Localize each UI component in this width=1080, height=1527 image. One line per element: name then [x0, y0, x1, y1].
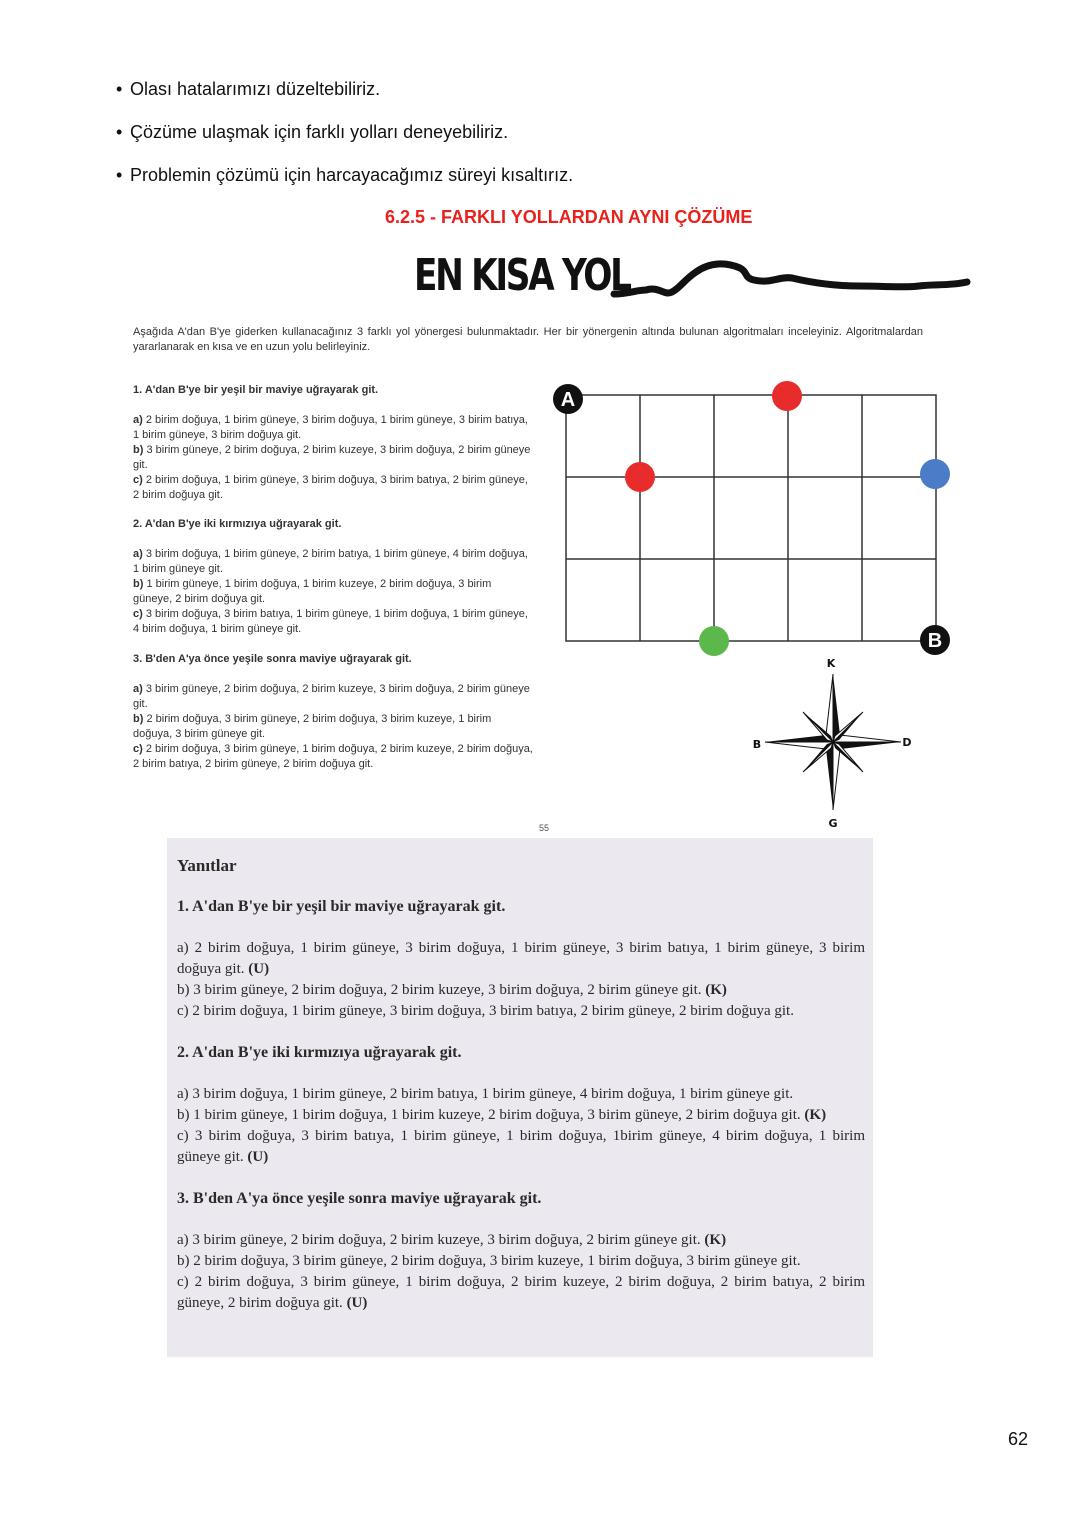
answer-option: c) 3 birim doğuya, 3 birim batıya, 1 birim güneye, 1 birim doğuya, 1birim güneye, 4 birim doğuya, 1 birim güneye git. (U)	[177, 1128, 865, 1165]
answer-option: a) 3 birim güneye, 2 birim doğuya, 2 birim kuzeye, 3 birim doğuya, 2 birim güneye git. (K)	[177, 1232, 727, 1248]
question-option: b) 1 birim güneye, 1 birim doğuya, 1 birim kuzeye, 2 birim doğuya, 3 birim güneye, 2 birim doğuya git.	[133, 578, 492, 605]
answer-option: c) 2 birim doğuya, 3 birim güneye, 1 birim doğuya, 2 birim kuzeye, 2 birim doğuya, 2 birim batıya, 2 birim güneye, 2 birim doğuya git. (U)	[177, 1274, 865, 1311]
question-option: c) 2 birim doğuya, 3 birim güneye, 1 birim doğuya, 2 birim kuzeye, 2 birim doğuya, 2 birim batıya, 2 birim güneye, 2 birim doğuya git.	[133, 743, 533, 770]
section-title: 6.2.5 - FARKLI YOLLARDAN AYNI ÇÖZÜME	[385, 207, 753, 227]
compass-icon	[750, 655, 915, 830]
compass-west-label: B	[752, 738, 762, 751]
bullet-item	[116, 76, 573, 119]
answers-title: Yanıtlar	[177, 856, 237, 875]
answer-mark: (K)	[804, 1107, 827, 1123]
answer-group	[177, 938, 865, 1022]
bullet-list	[116, 76, 573, 205]
route-grid	[548, 380, 958, 660]
question-option: c) 2 birim doğuya, 1 birim güneye, 3 birim doğuya, 3 birim batıya, 2 birim güneye, 2 birim doğuya git.	[133, 474, 528, 501]
inner-page-number: 55	[539, 823, 550, 833]
answer-group-title: 1. A'dan B'ye bir yeşil bir maviye uğrayarak git.	[177, 898, 506, 915]
intro-text: Aşağıda A'dan B'ye giderken kullanacağınız 3 farklı yol yönergesi bulunmaktadır. Her bir yönergenin altında bulunan algoritmaları inceleyiniz. Algoritmalardan yararlanarak en kısa ve en uzun yolu belirleyiniz.	[133, 326, 923, 353]
answer-mark: (K)	[704, 1232, 727, 1248]
road-squiggle-graphic	[414, 250, 974, 310]
bullet-item	[116, 119, 573, 162]
bullet-item	[116, 162, 573, 205]
end-label: B	[927, 630, 943, 652]
red-dot	[772, 381, 802, 411]
compass-east-label: D	[902, 736, 912, 749]
bullet-text: Problemin çözümü için harcayacağımız süreyi kısaltırız.	[130, 165, 574, 185]
answer-option: b) 3 birim güneye, 2 birim doğuya, 2 birim kuzeye, 3 birim doğuya, 2 birim güneye git. (K)	[177, 982, 727, 998]
page-number: 62	[1008, 1429, 1029, 1449]
answers-box	[167, 838, 873, 1357]
banner	[414, 250, 974, 310]
answer-option: c) 2 birim doğuya, 1 birim güneye, 3 birim doğuya, 3 birim batıya, 2 birim güneye, 2 birim doğuya git.	[177, 1003, 794, 1019]
answer-group-title: 2. A'dan B'ye iki kırmızıya uğrayarak git.	[177, 1044, 462, 1061]
question-option: a) 2 birim doğuya, 1 birim güneye, 3 birim doğuya, 1 birim güneye, 3 birim batıya, 1 birim güneye, 3 birim doğuya git.	[133, 414, 528, 441]
banner-title: EN KISA YOL	[414, 250, 630, 301]
answer-group	[177, 1230, 865, 1314]
answer-group-title: 3. B'den A'ya önce yeşile sonra maviye uğrayarak git.	[177, 1190, 542, 1207]
question-option: a) 3 birim doğuya, 1 birim güneye, 2 birim batıya, 1 birim güneye, 4 birim doğuya, 1 birim güneye git.	[133, 548, 528, 575]
question-3	[133, 652, 533, 772]
question-option: b) 3 birim güneye, 2 birim doğuya, 2 birim kuzeye, 3 birim doğuya, 2 birim güneye git.	[133, 444, 531, 471]
answer-option: a) 2 birim doğuya, 1 birim güneye, 3 birim doğuya, 1 birim güneye, 3 birim batıya, 1 birim güneye, 3 birim doğuya git. (U)	[177, 940, 865, 977]
green-dot	[699, 626, 729, 656]
answer-mark: (U)	[247, 1149, 269, 1165]
answer-option: b) 2 birim doğuya, 3 birim güneye, 2 birim doğuya, 3 birim kuzeye, 1 birim doğuya, 3 birim güneye git.	[177, 1253, 801, 1269]
question-option: a) 3 birim güneye, 2 birim doğuya, 2 birim kuzeye, 3 birim doğuya, 2 birim güneye git.	[133, 683, 530, 710]
answer-option: a) 3 birim doğuya, 1 birim güneye, 2 birim batıya, 1 birim güneye, 4 birim doğuya, 1 birim güneye git.	[177, 1086, 794, 1102]
answer-group	[177, 1084, 865, 1168]
answer-mark: (U)	[248, 961, 270, 977]
grid-lines	[566, 395, 936, 641]
bullet-text: Olası hatalarımızı düzeltebiliriz.	[130, 79, 381, 99]
question-1	[133, 383, 533, 503]
bullet-dot: •	[116, 79, 123, 99]
red-dot	[625, 462, 655, 492]
start-label: A	[560, 389, 576, 411]
question-title: 2. A'dan B'ye iki kırmızıya uğrayarak git.	[133, 518, 342, 530]
question-title: 1. A'dan B'ye bir yeşil bir maviye uğrayarak git.	[133, 384, 379, 396]
question-option: b) 2 birim doğuya, 3 birim güneye, 2 birim doğuya, 3 birim kuzeye, 1 birim doğuya, 3 birim güneye git.	[133, 713, 492, 740]
question-title: 3. B'den A'ya önce yeşile sonra maviye uğrayarak git.	[133, 653, 412, 665]
blue-dot	[920, 459, 950, 489]
bullet-text: Çözüme ulaşmak için farklı yolları deneyebiliriz.	[130, 122, 509, 142]
compass-north-label: K	[826, 657, 836, 670]
bullet-dot: •	[116, 122, 123, 142]
question-option: c) 3 birim doğuya, 3 birim batıya, 1 birim güneye, 1 birim doğuya, 1 birim güneye, 4 birim doğuya, 1 birim güneye git.	[133, 608, 528, 635]
bullet-dot: •	[116, 165, 123, 185]
answer-mark: (U)	[346, 1295, 368, 1311]
answer-option: b) 1 birim güneye, 1 birim doğuya, 1 birim kuzeye, 2 birim doğuya, 3 birim güneye, 2 birim doğuya git. (K)	[177, 1107, 827, 1123]
answer-mark: (K)	[705, 982, 727, 998]
question-2	[133, 517, 533, 637]
route-grid-svg	[548, 380, 958, 660]
compass-rose	[750, 655, 915, 830]
compass-south-label: G	[828, 817, 838, 830]
